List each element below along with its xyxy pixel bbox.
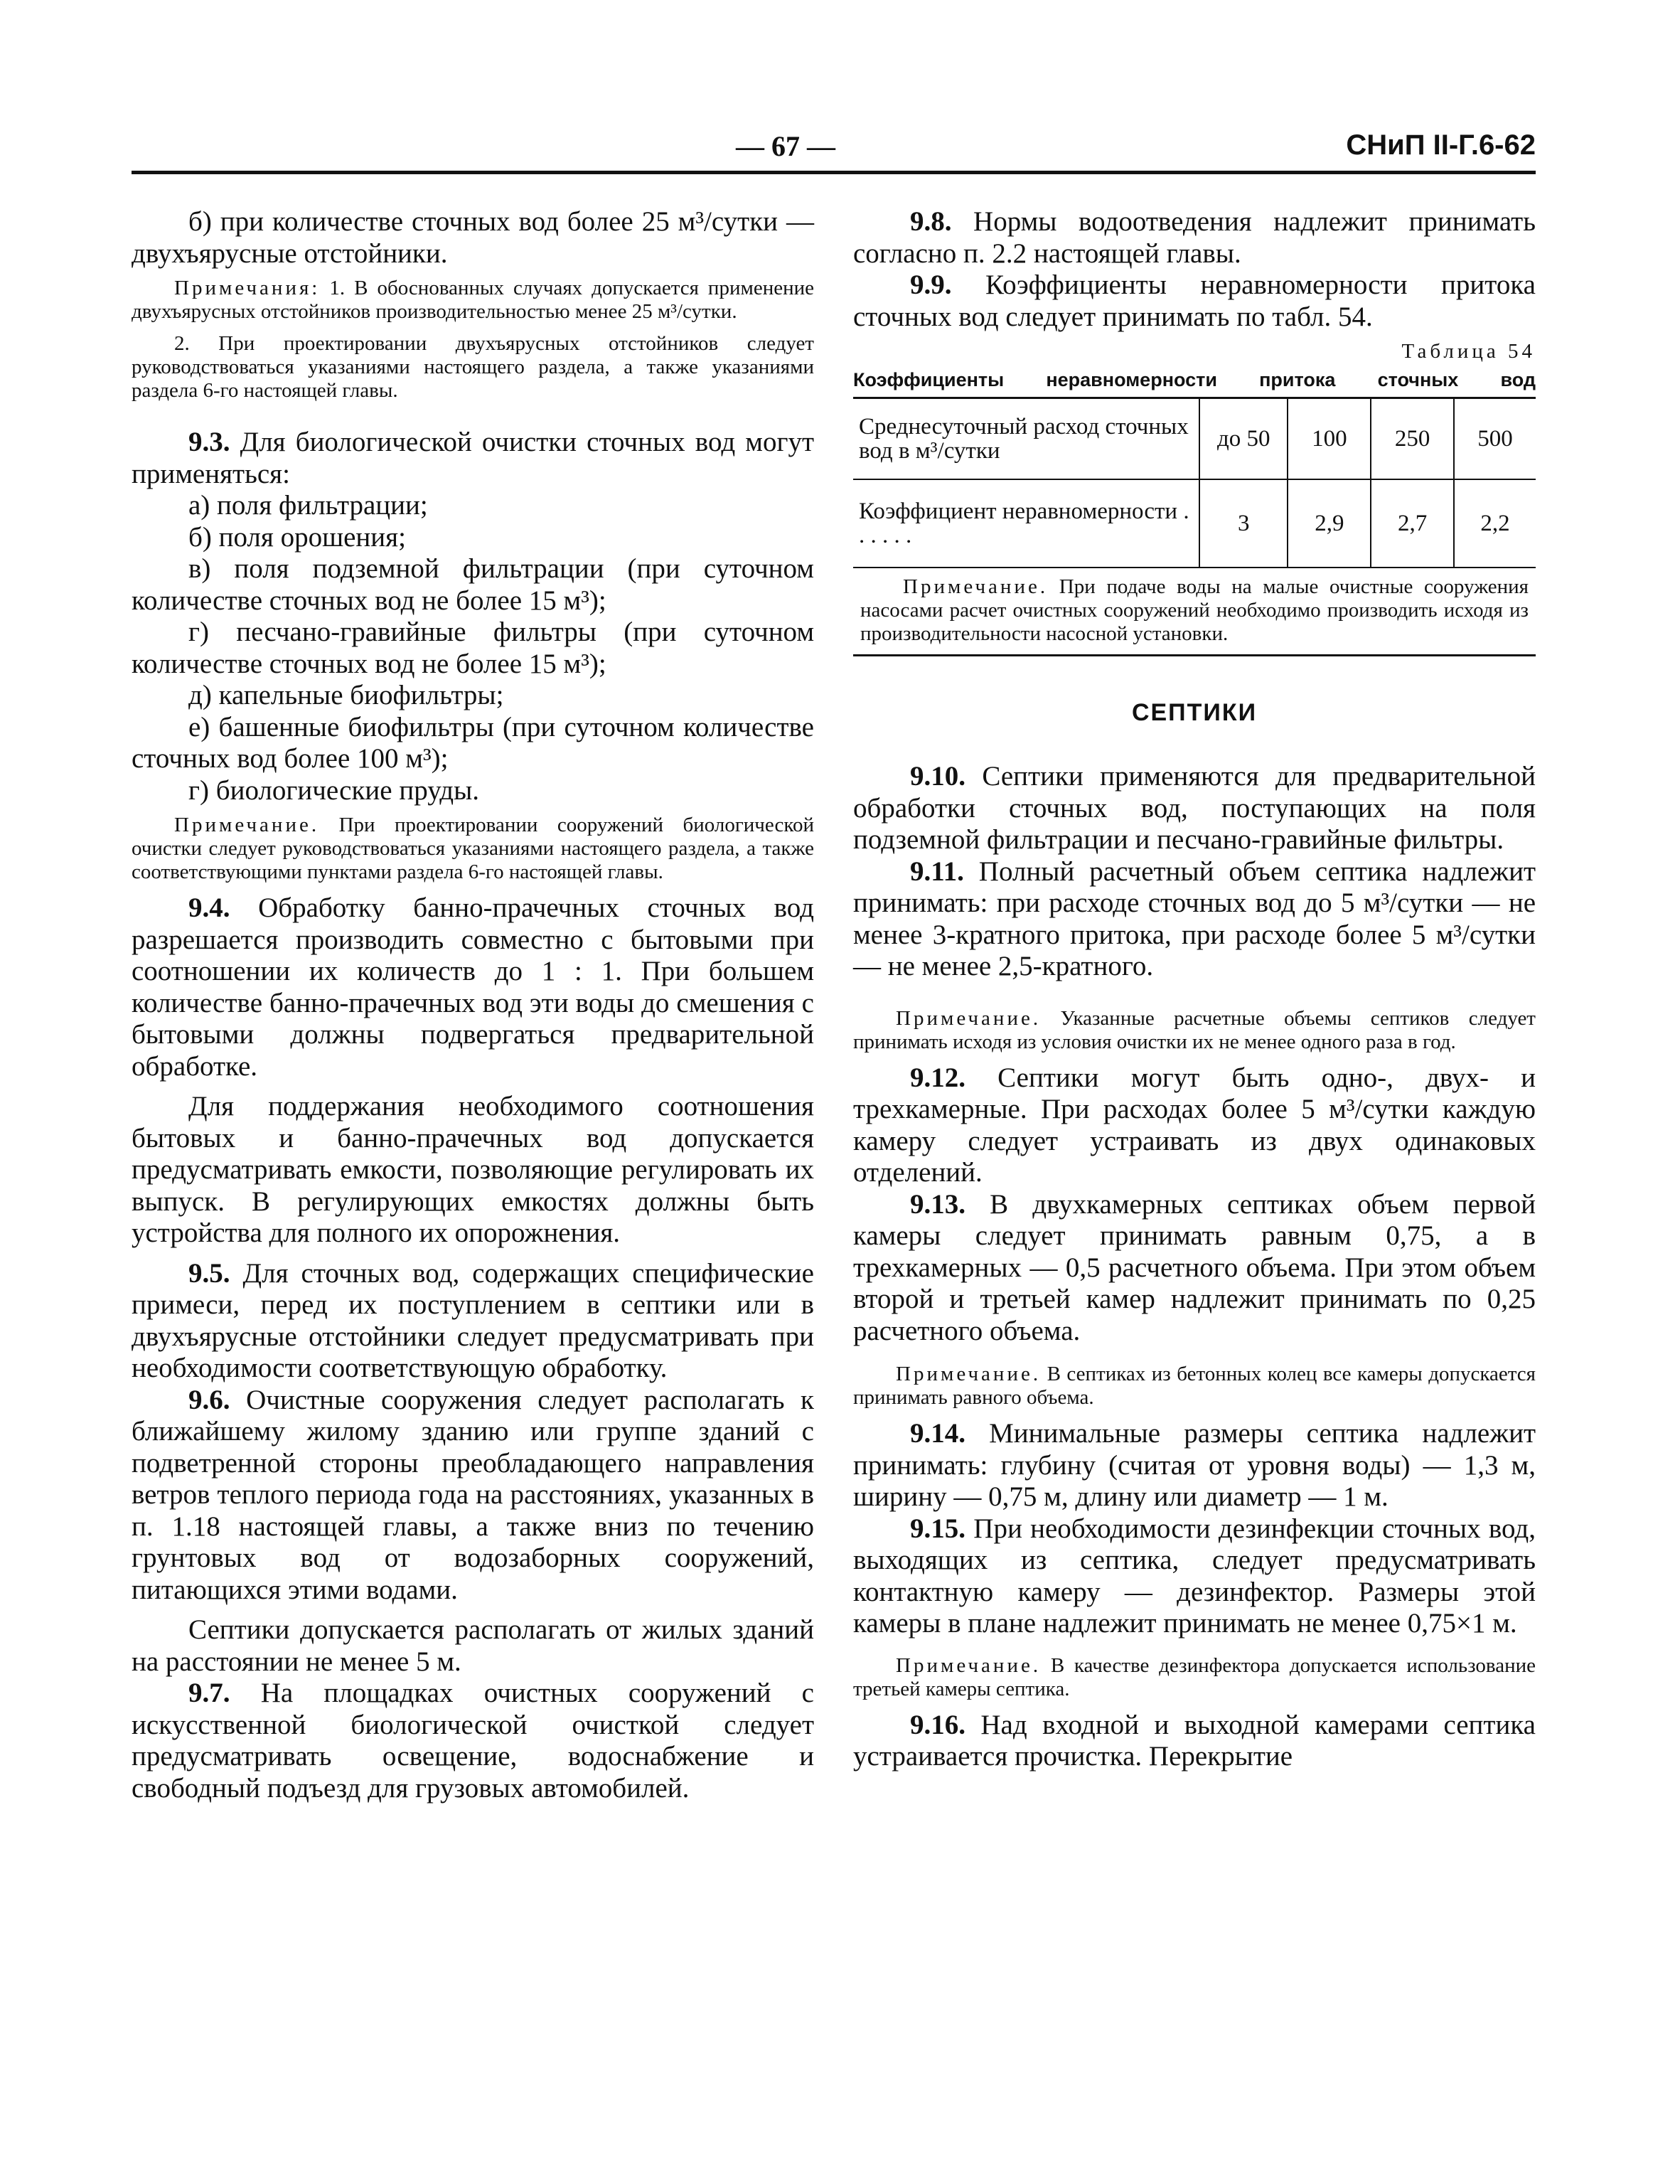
clause-9-12 bbox=[853, 1062, 1536, 1189]
page-header bbox=[132, 129, 1536, 172]
table-cell: 2,7 bbox=[1371, 479, 1454, 568]
note-settlers-1 bbox=[132, 277, 814, 324]
page-number: — 67 — bbox=[736, 130, 835, 162]
clause-number: 9.8. bbox=[910, 206, 952, 237]
table-row-label: Коэффициент неравномерности . . . . . . bbox=[853, 479, 1199, 568]
clause-text: Минимальные размеры септика надлежит принимать: глубину (считая от уровня воды) — 1,3 м, ширину — 0,75 м, длину или диаметр — 1 м. bbox=[853, 1418, 1536, 1512]
clause-9-8 bbox=[853, 206, 1536, 270]
section-title: СЕПТИКИ bbox=[1131, 699, 1258, 726]
clause-9-16 bbox=[853, 1710, 1536, 1773]
coefficients-table bbox=[853, 399, 1536, 654]
clause-9-15 bbox=[853, 1513, 1536, 1640]
clause-9-9 bbox=[853, 270, 1536, 333]
note-label: Примечание. bbox=[903, 575, 1049, 598]
note-concrete-rings bbox=[853, 1363, 1536, 1410]
clause-9-3 bbox=[132, 427, 814, 490]
clause-number: 9.7. bbox=[188, 1678, 230, 1708]
list-item: в) поля подземной фильтрации (при суточном количестве сточных вод не более 15 м³); bbox=[132, 553, 814, 616]
clause-text: Нормы водоотведения надлежит принимать согласно п. 2.2 настоящей главы. bbox=[853, 206, 1536, 269]
clause-number: 9.4. bbox=[188, 893, 230, 923]
clause-text: Обработку банно-прачечных сточных вод разрешается производить совместно с бытовыми при соотношении их количеств до 1 : 1. При большем количестве банно-прачечных вод эти воды до смешения с бытовыми должны подвергаться предварительной обработке. bbox=[132, 893, 814, 1082]
list-item: е) башенные биофильтры (при суточном количестве сточных вод более 100 м³); bbox=[132, 711, 814, 774]
clause-9-13 bbox=[853, 1189, 1536, 1348]
table-row bbox=[853, 399, 1536, 479]
clause-number: 9.15. bbox=[910, 1513, 965, 1544]
table-title: Коэффициенты неравномерности притока сточных вод bbox=[853, 369, 1536, 390]
note-septic-volume bbox=[853, 1007, 1536, 1054]
list-item: б) поля орошения; bbox=[188, 521, 406, 553]
clause-text: Над входной и выходной камерами септика устраивается прочистка. Перекрытие bbox=[853, 1709, 1536, 1772]
clause-9-10 bbox=[853, 761, 1536, 856]
table-cell: 500 bbox=[1454, 399, 1536, 479]
table-cell: 100 bbox=[1288, 399, 1371, 479]
clause-text: Для сточных вод, содержащих специфические примеси, перед их поступлением в септики или в двухъярусные отстойники следует предусматривать при необходимости соответствующую обработку. bbox=[132, 1257, 814, 1383]
clause-9-6-paragraph-2: Септики допускается располагать от жилых зданий на расстоянии не менее 5 м. bbox=[132, 1614, 814, 1677]
clause-number: 9.6. bbox=[188, 1384, 230, 1415]
note-settlers-2: 2. При проектировании двухъярусных отстойников следует руководствоваться указаниями настоящего раздела, а также указаниями раздела 6-го настоящей главы. bbox=[132, 332, 814, 402]
clause-text: В двухкамерных септиках объем первой камеры следует принимать равным 0,75, а в трехкамерных — 0,5 расчетного объема. При этом объем второй и третьей камер надлежит принимать по 0,25 расчетного объема. bbox=[853, 1188, 1536, 1346]
clause-number: 9.11. bbox=[910, 856, 964, 887]
note-text: В септиках из бетонных колец все камеры допускается принимать равного объема. bbox=[853, 1363, 1536, 1409]
table-cell: до 50 bbox=[1199, 399, 1288, 479]
note-label: Примечание. bbox=[896, 1363, 1042, 1385]
document-code: СНиП II-Г.6-62 bbox=[1346, 129, 1536, 161]
spacer bbox=[132, 1250, 814, 1258]
clause-9-7 bbox=[132, 1678, 814, 1804]
clause-number: 9.9. bbox=[910, 270, 952, 300]
list-item: г) песчано-гравийные фильтры (при суточном количестве сточных вод не более 15 м³); bbox=[132, 617, 814, 679]
clause-number: 9.5. bbox=[188, 1257, 230, 1289]
note-text: При проектировании сооружений биологической очистки следует руководствоваться указаниями настоящего раздела, а также соответствующими пунктами раздела 6-го настоящей главы. bbox=[132, 814, 814, 883]
clause-number: 9.16. bbox=[910, 1709, 965, 1740]
clause-number: 9.10. bbox=[910, 761, 965, 792]
clause-text: Полный расчетный объем септика надлежит принимать: при расходе сточных вод до 5 м³/сутки — не менее 3-кратного притока, при расходе более 5 м³/сутки — не менее 2,5-кратного. bbox=[853, 856, 1536, 981]
note-text: 1. В обоснованных случаях допускается применение двухъярусных отстойников производительностью менее 25 м³/сутки. bbox=[132, 277, 814, 323]
note-text: При подаче воды на малые очистные сооружения насосами расчет очистных сооружений необходимо производить исходя из производительности насосной установки. bbox=[860, 575, 1529, 645]
list-item: а) поля фильтрации; bbox=[188, 490, 428, 521]
clause-text: При необходимости дезинфекции сточных вод, выходящих из септика, следует предусматривать контактную камеру — дезинфектор. Размеры этой камеры в плане надлежит принимать не менее 0,75×1 м. bbox=[853, 1513, 1536, 1639]
clause-9-4 bbox=[132, 893, 814, 1082]
clause-9-4-paragraph-2: Для поддержания необходимого соотношения бытовых и банно-прачечных вод допускается предусматривать емкости, позволяющие регулировать их выпуск. В регулирующих емкостях должны быть устройства для полного их опорожнения. bbox=[132, 1091, 814, 1248]
clause-number: 9.12. bbox=[910, 1062, 965, 1093]
spacer bbox=[132, 1082, 814, 1091]
table-54 bbox=[853, 397, 1536, 656]
note-text: В качестве дезинфектора допускается использование третьей камеры септика. bbox=[853, 1653, 1536, 1700]
clause-text: Коэффициенты неравномерности притока сточных вод следует принимать по табл. 54. bbox=[853, 270, 1536, 332]
clause-text: Септики применяются для предварительной обработки сточных вод, поступающих на поля подземной фильтрации и песчано-гравийные фильтры. bbox=[853, 761, 1536, 855]
clause-9-6 bbox=[132, 1385, 814, 1607]
table-row bbox=[853, 479, 1536, 568]
list-item: г) биологические пруды. bbox=[188, 774, 480, 806]
clause-9-14 bbox=[853, 1418, 1536, 1513]
clause-number: 9.3. bbox=[188, 427, 230, 457]
clause-number: 9.14. bbox=[910, 1418, 965, 1449]
paragraph-b-two-tier-settlers: б) при количестве сточных вод более 25 м³/сутки — двухъярусные отстойники. bbox=[132, 206, 814, 269]
note-label: Примечание. bbox=[174, 814, 320, 836]
table-caption: Таблица 54 bbox=[1401, 340, 1536, 363]
clause-number: 9.13. bbox=[910, 1188, 965, 1220]
table-cell: 2,2 bbox=[1454, 479, 1536, 568]
note-label: Примечание. bbox=[896, 1653, 1042, 1677]
table-note bbox=[853, 568, 1536, 654]
clause-text: Септики могут быть одно-, двух- и трехкамерные. При расходах более 5 м³/сутки каждую камеру следует устраивать из двух одинаковых отделений. bbox=[853, 1062, 1536, 1188]
note-text: Указанные расчетные объемы септиков следует принимать исходя из условия очистки их не менее одного раза в год. bbox=[853, 1006, 1536, 1053]
clause-text: На площадках очистных сооружений с искусственной биологической очисткой следует предусматривать освещение, водоснабжение и свободный подъезд для грузовых автомобилей. bbox=[132, 1678, 814, 1804]
spacer bbox=[132, 411, 814, 427]
table-row-label: Среднесуточный расход сточных вод в м³/сутки bbox=[853, 399, 1199, 479]
table-cell: 3 bbox=[1199, 479, 1288, 568]
clause-text: Для биологической очистки сточных вод могут применяться: bbox=[132, 427, 814, 489]
note-label: Примечание. bbox=[896, 1006, 1042, 1030]
table-cell: 2,9 bbox=[1288, 479, 1371, 568]
header-rule bbox=[132, 171, 1536, 174]
left-column bbox=[132, 206, 814, 1804]
spacer bbox=[132, 1606, 814, 1614]
list-item: д) капельные биофильтры; bbox=[188, 680, 504, 710]
clause-9-5 bbox=[132, 1258, 814, 1385]
table-cell: 250 bbox=[1371, 399, 1454, 479]
right-column bbox=[853, 206, 1536, 1773]
table-note-row bbox=[853, 568, 1536, 654]
clause-9-11 bbox=[853, 856, 1536, 983]
note-label: Примечания: bbox=[174, 277, 321, 299]
clause-text: Очистные сооружения следует располагать к ближайшему жилому зданию или группе зданий с подветренной стороны преобладающего направления ветров теплого периода года на расстояниях, указанных в п. 1.18 настоящей главы, а также вниз по течению грунтовых вод от водозаборных сооружений, питающихся этими водами. bbox=[132, 1384, 814, 1605]
note-biological-treatment bbox=[132, 814, 814, 884]
note-disinfector bbox=[853, 1654, 1536, 1701]
